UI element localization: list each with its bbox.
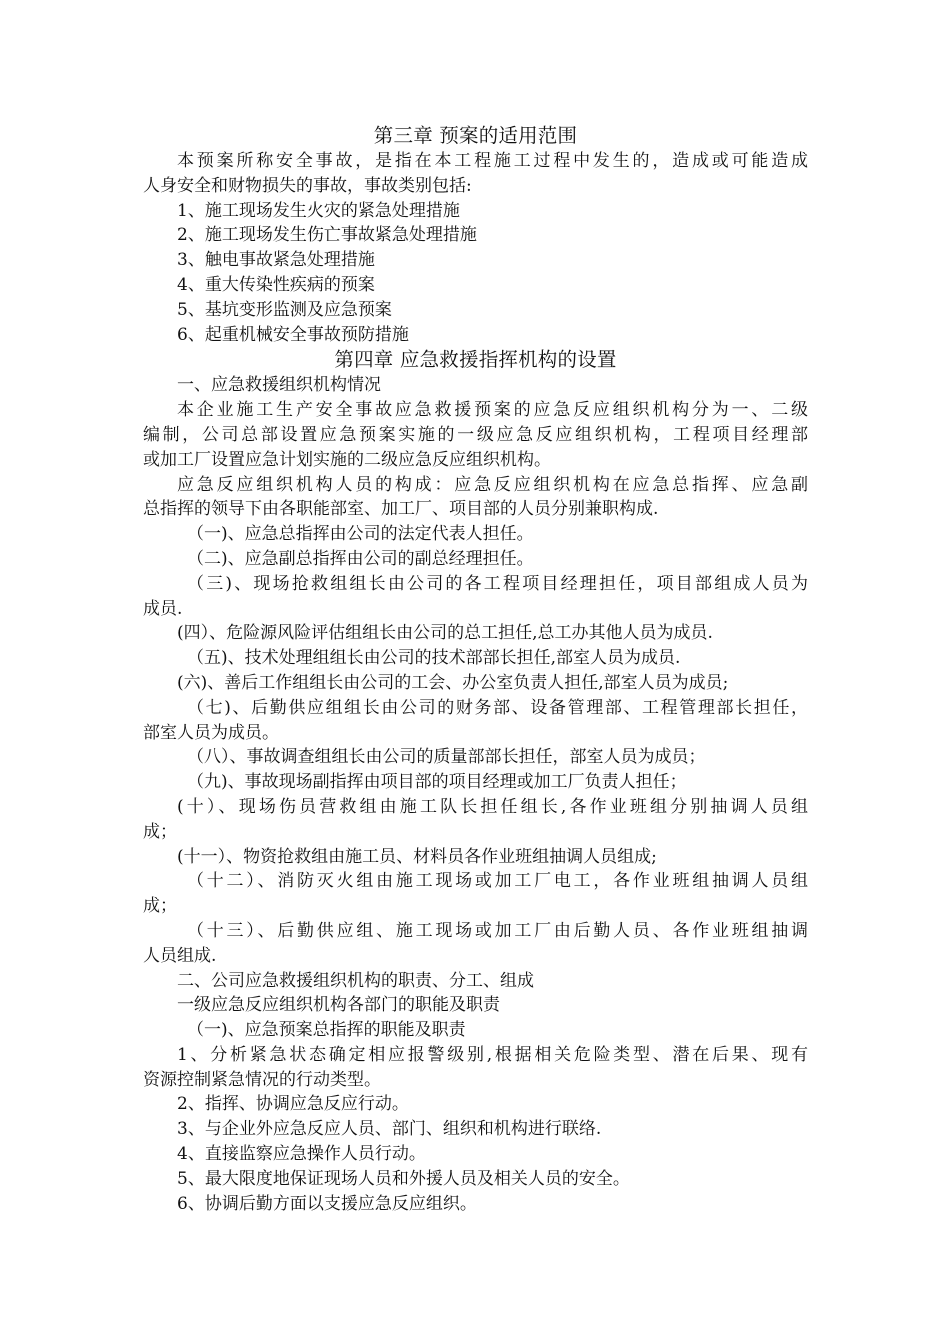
list-item: 3、触电事故紧急处理措施: [177, 250, 375, 271]
list-item: (六)、善后工作组组长由公司的工会、办公室负责人担任,部室人员为成员;: [177, 672, 729, 693]
list-item: 2、施工现场发生伤亡事故紧急处理措施: [177, 225, 477, 246]
list-item-continuation: 成；: [143, 821, 177, 842]
list-item: （五)、技术处理组组长由公司的技术部部长担任,部室人员为成员.: [187, 648, 681, 669]
list-item: （十二）、消防灭火组由施工现场或加工厂电工，各作业班组抽调人员组: [187, 871, 808, 892]
chapter-3-title: 第三章 预案的适用范围: [373, 124, 578, 147]
list-item: （三)、现场抢救组组长由公司的各工程项目经理担任，项目部组成人员为: [187, 573, 808, 594]
list-item: 6、起重机械安全事故预防措施: [177, 324, 409, 345]
list-item: 2、指挥、协调应急反应行动。: [177, 1094, 409, 1115]
list-item: （七)、后勤供应组组长由公司的财务部、设备管理部、工程管理部长担任，: [187, 697, 808, 718]
paragraph-line: 编制，公司总部设置应急预案实施的一级应急反应组织机构，工程项目经理部: [143, 424, 808, 445]
list-item-continuation: 资源控制紧急情况的行动类型。: [143, 1069, 381, 1090]
list-item: （一)、应急总指挥由公司的法定代表人担任。: [187, 524, 534, 545]
list-item-continuation: 成员.: [143, 598, 183, 619]
document-body: [143, 123, 808, 1216]
list-item: 5、基坑变形监测及应急预案: [177, 299, 392, 320]
list-item: 5、最大限度地保证现场人员和外援人员及相关人员的安全。: [177, 1168, 630, 1189]
list-item-continuation: 部室人员为成员。: [143, 722, 279, 743]
list-item-continuation: 人员组成.: [143, 945, 217, 966]
list-item: （九)、事故现场副指挥由项目部的项目经理或加工厂负责人担任；: [187, 772, 687, 793]
section-heading: 一、应急救援组织机构情况: [177, 375, 381, 396]
paragraph-line: 或加工厂设置应急计划实施的二级应急反应组织机构。: [143, 449, 551, 470]
paragraph-line: 本预案所称安全事故，是指在本工程施工过程中发生的，造成或可能造成: [177, 151, 808, 171]
list-item: （二)、应急副总指挥由公司的副总经理担任。: [187, 548, 534, 569]
subsection-heading: 一级应急反应组织机构各部门的职能及职责: [177, 995, 500, 1016]
paragraph-line: 人身安全和财物损失的事故，事故类别包括:: [143, 175, 472, 196]
list-item: 1、施工现场发生火灾的紧急处理措施: [177, 200, 460, 221]
section-heading: 二、公司应急救援组织机构的职责、分工、组成: [177, 970, 534, 991]
list-item: (四）、危险源风险评估组组长由公司的总工担任,总工办其他人员为成员.: [177, 623, 713, 644]
list-item: 1、分析紧急状态确定相应报警级别,根据相关危险类型、潜在后果、现有: [177, 1044, 808, 1065]
paragraph-line: 应急反应组织机构人员的构成：应急反应组织机构在应急总指挥、应急副: [177, 474, 808, 495]
list-item: 3、与企业外应急反应人员、部门、组织和机构进行联络.: [177, 1119, 602, 1140]
list-item-continuation: 成；: [143, 896, 177, 917]
list-item: (十）、现场伤员营救组由施工队长担任组长,各作业班组分别抽调人员组: [177, 796, 808, 817]
list-item: 6、协调后勤方面以支援应急反应组织。: [177, 1193, 477, 1214]
list-item: （八）、事故调查组组长由公司的质量部部长担任，部室人员为成员；: [187, 747, 706, 768]
chapter-4-title: 第四章 应急救援指挥机构的设置: [334, 348, 617, 372]
paragraph-line: 总指挥的领导下由各职能部室、加工厂、项目部的人员分别兼职构成.: [143, 499, 659, 520]
subsection-heading: （一)、应急预案总指挥的职能及职责: [187, 1020, 466, 1041]
list-item: 4、直接监察应急操作人员行动。: [177, 1144, 426, 1165]
paragraph-line: 本企业施工生产安全事故应急救援预案的应急反应组织机构分为一、二级: [177, 400, 808, 421]
list-item: (十一）、物资抢救组由施工员、材料员各作业班组抽调人员组成;: [177, 846, 657, 867]
list-item: （十三）、后勤供应组、施工现场或加工厂由后勤人员、各作业班组抽调: [187, 920, 808, 941]
list-item: 4、重大传染性疾病的预案: [177, 274, 375, 295]
